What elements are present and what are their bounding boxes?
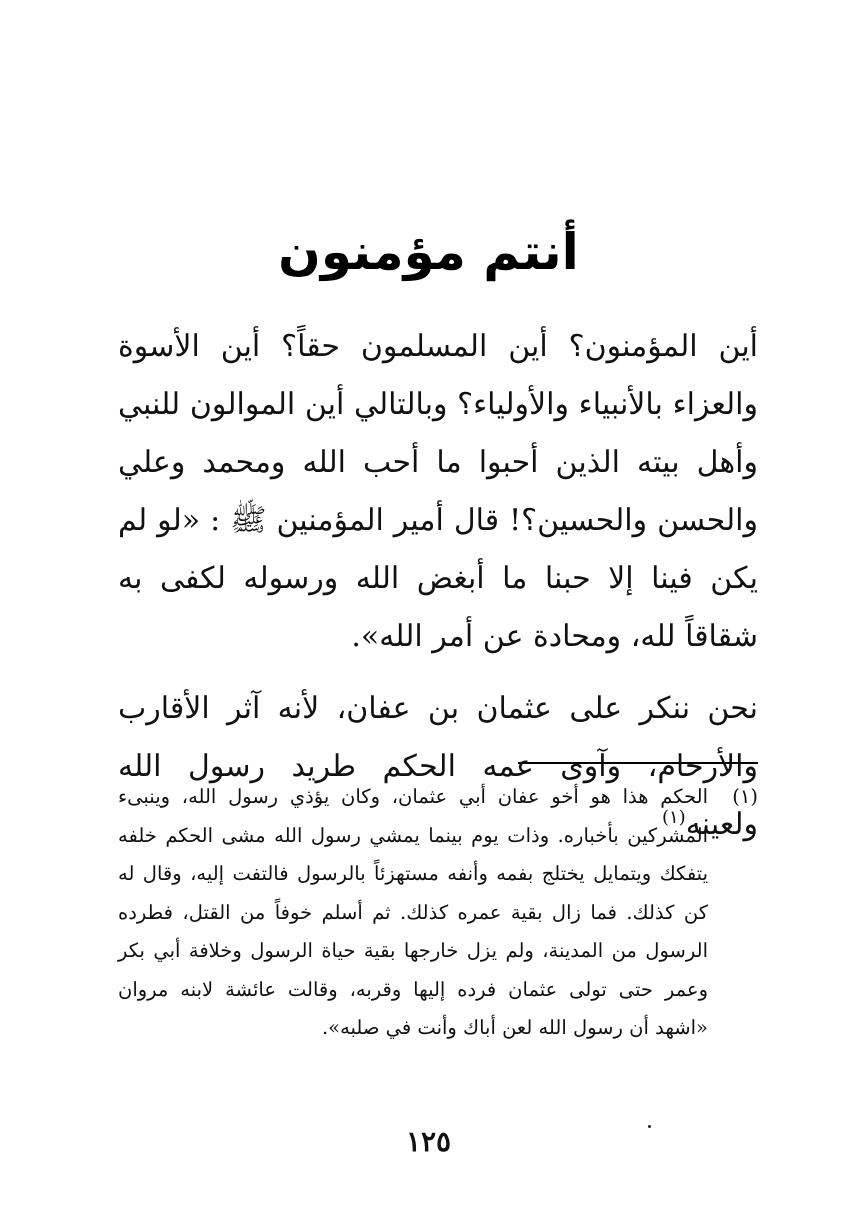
chapter-title: أنتم مؤمنون: [278, 222, 579, 281]
footnote-text: الحكم هذا هو أخو عفان أبي عثمان، وكان يؤذي رسول الله، وينبىء المشركين بأخباره. وذات يوم بينما يمشي رسول الله مشى الحكم خلفه يتفكك ويتمايل يختلج بفمه وأنفه مستهزئاً بالرسول فالتفت إليه، وقال له كن كذلك. فما زال بقية عمره كذلك. ثم أسلم خوفاً من القتل، فطرده الرسول من المدينة، ولم يزل خارجها بقية حياة الرسول وخلافة أبي بكر وعمر حتى تولى عثمان فرده إليها وقربه، وقالت عائشة لابنه مروان «اشهد أن رسول الله لعن أباك وأنت في صلبه».: [118, 785, 708, 1039]
page-number: ١٢٥: [405, 1125, 452, 1158]
footnote: [118, 778, 758, 1048]
paragraph-2-text: نحن ننكر على عثمان بن عفان، لأنه آثر الأقارب والأرحام، وآوى عمه الحكم طريد رسول الله ولعينه: [118, 691, 758, 842]
footnote-reference: (١): [661, 807, 686, 828]
footnote-divider: [518, 762, 758, 764]
footnote-marker: (١): [732, 785, 758, 808]
main-text: [118, 318, 758, 854]
paragraph-1: أين المؤمنون؟ أين المسلمون حقاً؟ أين الأسوة والعزاء بالأنبياء والأولياء؟ وبالتالي أين الموالون للنبي وأهل بيته الذين أحبوا ما أحب الله ومحمد وعلي والحسن والحسين؟! قال أمير المؤمنين ﷺ : «لو لم يكن فينا إلا حبنا ما أبغض الله ورسوله لكفى به شقاقاً لله، ومحادة عن أمر الله».: [118, 329, 758, 654]
